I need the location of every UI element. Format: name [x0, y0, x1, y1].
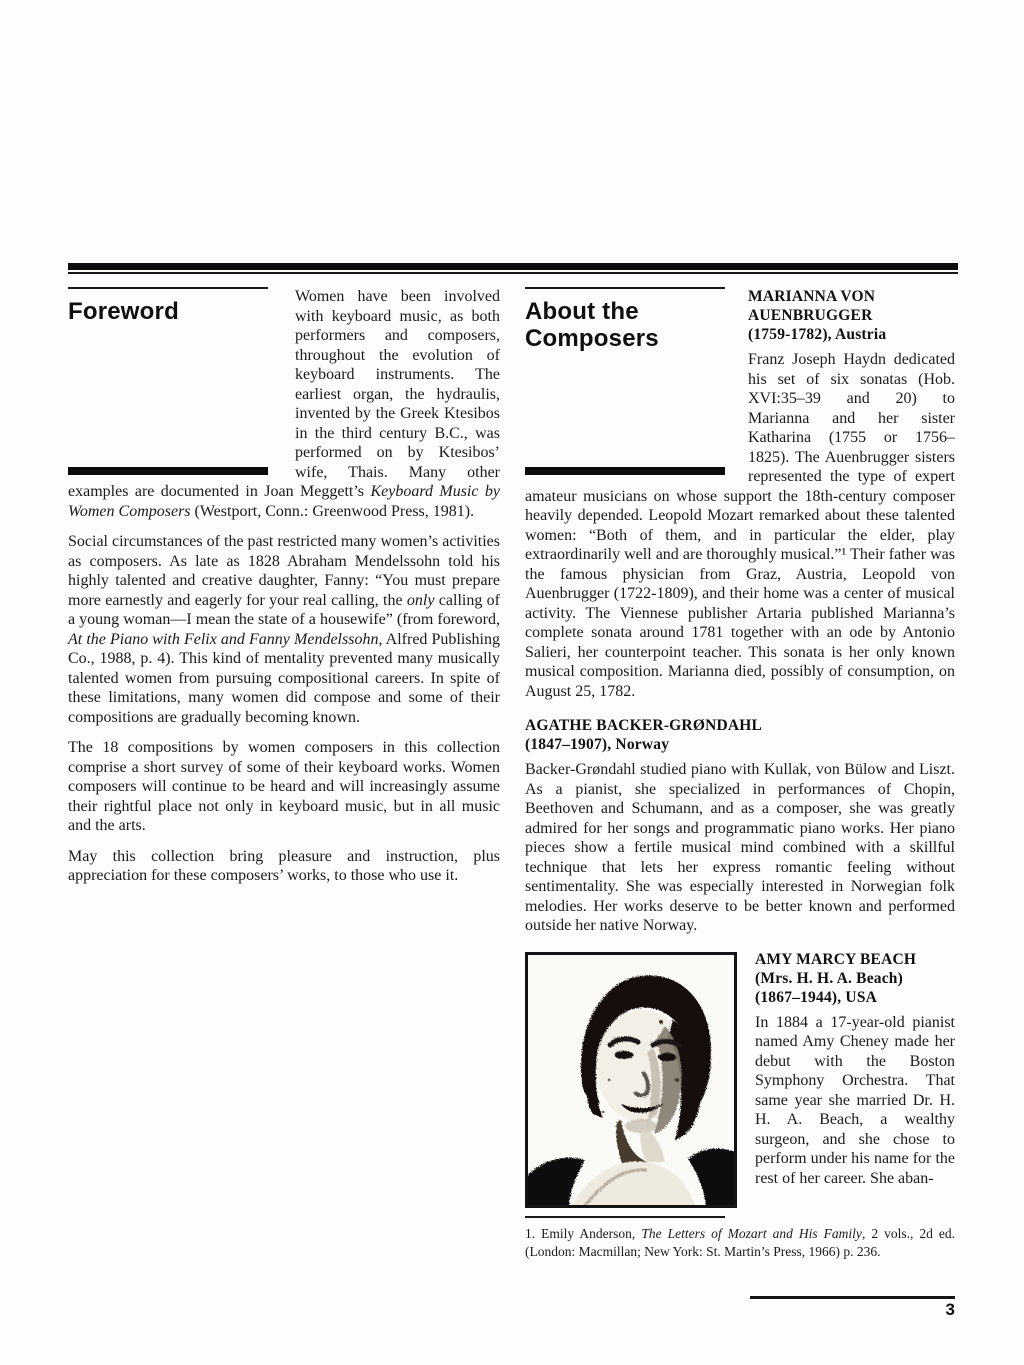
composer-heading-agathe [525, 716, 955, 754]
footnote-text: 1. Emily Anderson, The Letters of Mozart and His Family, 2 vols., 2d ed. (London: Macmillan; New York: St. Martin’s Press, 1966) p. 236. [525, 1225, 956, 1259]
top-rule-thin [68, 272, 958, 274]
foreword-paragraph-2: Social circumstances of the past restricted many women’s activities as composers. As late as 1828 Abraham Mendelssohn told his highly talented and creative daughter, Fanny: “You must prepare more earnestly and eagerly for your real calling, the only calling of a young woman—I mean the state of a housewife” (from foreword, At the Piano with Felix and Fanny Mendelssohn, Alfred Publishing Co., 1988, p. 4). This kind of mentality prevented many musically talented women from pursuing compositional careers. In spite of these limitations, many women did compose and some of their compositions are gradually becoming known. [68, 533, 500, 726]
about-top-rule [525, 287, 725, 289]
foreword-bottom-bar [68, 467, 268, 475]
composer-bio-marianna: Franz Joseph Haydn dedicated his set of six sonatas (Hob. XVI:35–39 and 20) to Marianna and her sister Katharina (1755 or 1756–1825). The Auenbrugger sisters represented the type of expert amateur musicians on whose support the 18th-century composer heavily depended. Leopold Mozart remarked about these talented women: “Both of them, and in particular the elder, play extraordinarily well and are thoroughly musical.”¹ Their father was the famous physician from Graz, Austria, Leopold von Auenbrugger (1722-1809), and their home was a center of musical activity. The Viennese publisher Artaria published Marianna’s complete sonata around 1781 together with an ode by Antonio Salieri, her counterpoint teacher. This sonata is her only known musical composition. Marianna died, possibly of consumption, on August 25, 1782. [525, 351, 955, 700]
page-footer [750, 1296, 955, 1320]
composer-entry-agathe [525, 716, 955, 936]
foreword-paragraph-4: May this collection bring pleasure and instruction, plus appreciation for these composers’ works, to those who use it. [68, 847, 500, 884]
composer-dates: (1867–1944), USA [755, 988, 878, 1006]
composer-name: MARIANNA VON AUENBRUGGER [748, 288, 876, 324]
composer-bio-agathe: Backer-Grøndahl studied piano with Kullak, von Bülow and Liszt. As a pianist, she specialized in performances of Chopin, Beethoven and Schumann, and as a composer, she was greatly admired for her songs and programmatic piano works. Her piano pieces show a fertile musical mind combined with a skillful technique that lets her express romantic feeling without sentimentality. She was especially interested in Norwegian folk melodies. Her works deserve to be better known and performed outside her native Norway. [525, 761, 955, 934]
footnote-block [525, 1216, 955, 1262]
composer-married-name: (Mrs. H. H. A. Beach) [755, 969, 903, 987]
about-title: About the Composers [525, 298, 659, 352]
about-composers-section [525, 287, 955, 1262]
composer-entry-amy-beach [525, 950, 955, 1189]
composer-dates: (1759-1782), Austria [748, 326, 887, 343]
composer-bio-amy-beach: In 1884 a 17-year-old pianist named Amy Cheney made her debut with the Boston Symphony Orchestra. That same year she married Dr. H. H. A. Beach, a wealthy surgeon, and she chose to perform under his name for the rest of her career. She aban- [755, 1013, 955, 1187]
foreword-paragraph-3: The 18 compositions by women composers in this collection comprise a short survey of some of their keyboard works. Women composers will continue to be heard and will increasingly assume their rightful place not only in keyboard music, but in all music and the arts. [68, 739, 500, 834]
page-number: 3 [945, 1300, 955, 1319]
top-rule-thick [68, 263, 958, 270]
foreword-heading-block [68, 287, 268, 475]
footnote-separator-rule [525, 1216, 725, 1218]
foreword-section [68, 287, 500, 1262]
foreword-top-rule [68, 287, 268, 289]
composer-name: AMY MARCY BEACH [755, 950, 917, 968]
about-bottom-bar [525, 467, 725, 475]
composer-name: AGATHE BACKER-GRØNDAHL [525, 717, 763, 734]
foreword-paragraph-1: Women have been involved with keyboard music, as both performers and composers, throughout the evolution of keyboard instruments. The earliest organ, the hydraulis, invented by the Greek Ktesibos in the third century B.C., was performed on by Ktesibos’ wife, Thais. Many other examples are documented in Joan Meggett’s Keyboard Music by Women Composers (Westport, Conn.: Greenwood Press, 1981). [68, 288, 500, 520]
halftone-portrait-image [525, 952, 737, 1208]
top-double-rule [68, 263, 958, 274]
about-heading-block [525, 287, 725, 475]
two-column-layout [68, 287, 955, 1262]
foreword-title: Foreword [68, 298, 179, 325]
amy-beach-portrait-photo [525, 952, 737, 1208]
composer-dates: (1847–1907), Norway [525, 736, 670, 753]
